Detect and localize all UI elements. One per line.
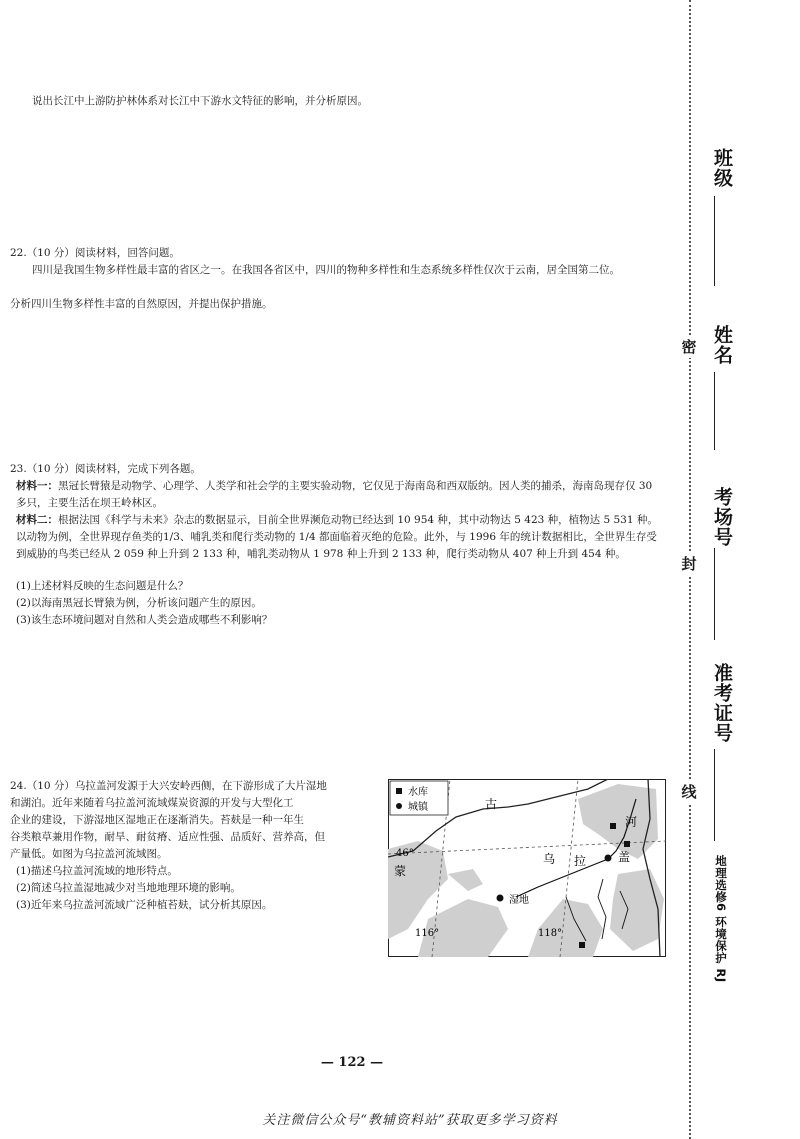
- map-label-la: 拉: [574, 854, 587, 868]
- q23-m1-label: 材料一：: [16, 480, 58, 492]
- q22-task: 分析四川生物多样性丰富的自然原因，并提出保护措施。: [10, 298, 273, 310]
- map-label-gu: 古: [485, 797, 498, 811]
- q23-material-2: [16, 512, 666, 563]
- longitude-118-label: 118°: [538, 928, 563, 939]
- legend-reservoir-label: 水库: [408, 787, 428, 798]
- q24-sub-3: (3)近年来乌拉盖河流域广泛种植苔麸，试分析其原因。: [16, 899, 273, 911]
- q23-header: 23.（10 分）阅读材料，完成下列各题。: [10, 463, 201, 475]
- q23-sub-3: (3)该生态环境问题对自然和人类会造成哪些不利影响？: [16, 614, 273, 626]
- q23-material-1: [16, 478, 666, 512]
- q21-prompt: 说出长江中上游防护林体系对长江中下游水文特征的影响，并分析原因。: [32, 95, 368, 107]
- longitude-116-label: 116°: [415, 928, 440, 939]
- map-label-gai: 盖: [618, 850, 631, 864]
- footer-notice: 关注微信公众号“教辅资料站”获取更多学习资料: [262, 1113, 558, 1128]
- legend-town-label: 城镇: [408, 802, 428, 813]
- q23-m1-text: 黑冠长臂猿是动物学、心理学、人类学和社会学的主要实验动物，它仅见于海南岛和西双版纳。因人类的捕杀，海南岛现存仅 30 多只，主要生活在坝王岭林区。: [16, 480, 653, 509]
- legend-town-icon: [396, 803, 402, 809]
- q24-sub-1: (1)描述乌拉盖河流域的地形特点。: [16, 865, 178, 877]
- map-label-wetland: 湿地: [509, 895, 529, 906]
- reservoir-marker-2: [624, 841, 630, 847]
- q23-m2-label: 材料二：: [16, 514, 58, 526]
- q22-material: 四川是我国生物多样性最丰富的省区之一。在我国各省区中，四川的物种多样性和生态系统多样性仅次于云南，居全国第二位。: [32, 264, 620, 276]
- reservoir-marker-3: [579, 942, 585, 948]
- q24-line-5: 产量低。如图为乌拉盖河流域图。: [10, 848, 168, 860]
- map-label-meng: 蒙: [394, 864, 407, 878]
- subject-label: 地理选修6 环境保护 RJ: [714, 855, 728, 983]
- q23-m2-text: 根据法国《科学与未来》杂志的数据显示，目前全世界濒危动物已经达到 10 954 种，其中动物达 5 423 种，植物达 5 531 种。以动物为例，全世界现存鱼类的1/3、哺乳类和爬行类动物的 1/4 都面临着灭绝的危险。此外，与 1996 年的统计数据相比，全世界生存受到威胁的鸟类已经从 2 059 种上升到 2 133 种，哺乳类动物从 1 978 种上升到 2 133 种，爬行类动物从 407 种上升到 454 种。: [16, 514, 658, 560]
- exam-room-underline: [714, 548, 715, 640]
- ticket-number-underline: [714, 749, 715, 841]
- exam-room-label: 考场号: [711, 487, 733, 547]
- map-label-wu: 乌: [543, 852, 556, 866]
- name-label: 姓名: [711, 325, 733, 365]
- town-marker-1: [605, 855, 612, 862]
- seal-feng: 封: [676, 553, 702, 575]
- seal-xian: 线: [676, 781, 702, 803]
- town-marker-wetland: [497, 895, 504, 902]
- q22-header: 22.（10 分）阅读材料，回答问题。: [10, 247, 180, 259]
- wulagai-river-basin-map: [388, 779, 666, 957]
- legend-reservoir-icon: [396, 788, 402, 794]
- class-label: 班级: [711, 148, 733, 188]
- name-underline: [714, 372, 715, 450]
- ticket-number-label: 准考证号: [711, 663, 733, 743]
- q24-sub-2: (2)简述乌拉盖湿地减少对当地地理环境的影响。: [16, 882, 241, 894]
- seal-mi: 密: [676, 336, 702, 358]
- map-label-he: 河: [625, 815, 638, 829]
- latitude-46-label: 46°: [396, 848, 414, 859]
- q23-sub-2: (2)以海南黑冠长臂猿为例，分析该问题产生的原因。: [16, 597, 262, 609]
- page-number: — 122 —: [320, 1055, 384, 1070]
- q24-line-3: 企业的建设，下游湿地区湿地正在逐渐消失。苔麸是一种一年生: [10, 814, 304, 826]
- q24-line-4: 谷类粮草兼用作物，耐旱、耐贫瘠、适应性强、品质好、营养高，但: [10, 831, 325, 843]
- q24-line-1: 24.（10 分）乌拉盖河发源于大兴安岭西侧，在下游形成了大片湿地: [10, 780, 327, 792]
- class-underline: [714, 196, 715, 286]
- reservoir-marker-1: [610, 823, 616, 829]
- q23-sub-1: (1)上述材料反映的生态问题是什么？: [16, 580, 189, 592]
- q24-line-2: 和湖泊。近年来随着乌拉盖河流域煤炭资源的开发与大型化工: [10, 797, 294, 809]
